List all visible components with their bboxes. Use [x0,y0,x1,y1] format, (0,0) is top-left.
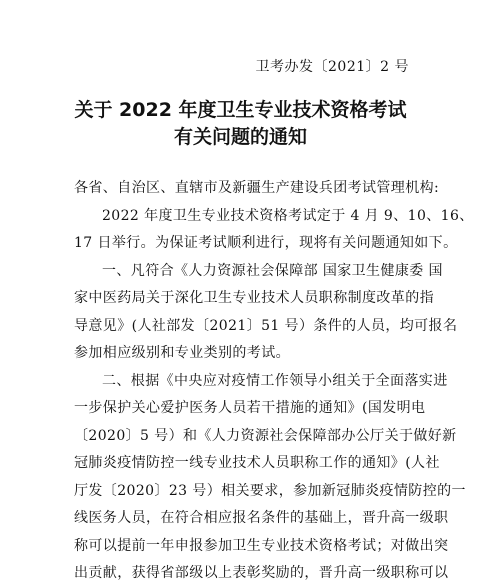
body-line: 家中医药局关于深化卫生专业技术人员职称制度改革的指 [74,290,434,306]
title-line-2: 有关问题的通知 [173,126,307,148]
body-line: 〔2020〕5 号）和《人力资源社会保障部办公厅关于做好新 [74,427,457,444]
body-line: 厅发〔2020〕23 号）相关要求，参加新冠肺炎疫情防控的一 [74,482,466,499]
title-line-1: 关于 2022 年度卫生专业技术资格考试 [74,99,407,121]
salutation-line: 各省、自治区、直辖市及新疆生产建设兵团考试管理机构: [74,180,440,196]
body-line: 2022 年度卫生专业技术资格考试定于 4 月 9、10、16、 [102,207,474,224]
document-body [74,175,474,588]
body-line: 称可以提前一年申报参加卫生专业技术资格考试；对做出突 [74,537,449,554]
body-line: 参加相应级别和专业类别的考试。 [74,345,290,361]
body-line: 二、根据《中央应对疫情工作领导小组关于全面落实进 [102,372,448,389]
body-line: 17 日举行。为保证考试顺利进行，现将有关问题通知如下。 [74,235,458,251]
document-title [0,97,481,151]
body-line: 一、凡符合《人力资源社会保障部 国家卫生健康委 国 [102,262,443,279]
body-line: 线医务人员，在符合相应报名条件的基础上，晋升高一级职 [74,510,449,526]
body-line: 一步保护关心爱护医务人员若干措施的通知》(国发明电 [74,400,426,416]
body-line: 冠肺炎疫情防控一线专业技术人员职称工作的通知》(人社 [74,455,440,471]
body-line: 出贡献，获得省部级以上表彰奖励的，晋升高一级职称可以 [74,565,449,581]
document-number: 卫考办发〔2021〕2 号 [255,59,409,75]
body-line: 导意见》(人社部发〔2021〕51 号）条件的人员，均可报名 [74,317,458,334]
